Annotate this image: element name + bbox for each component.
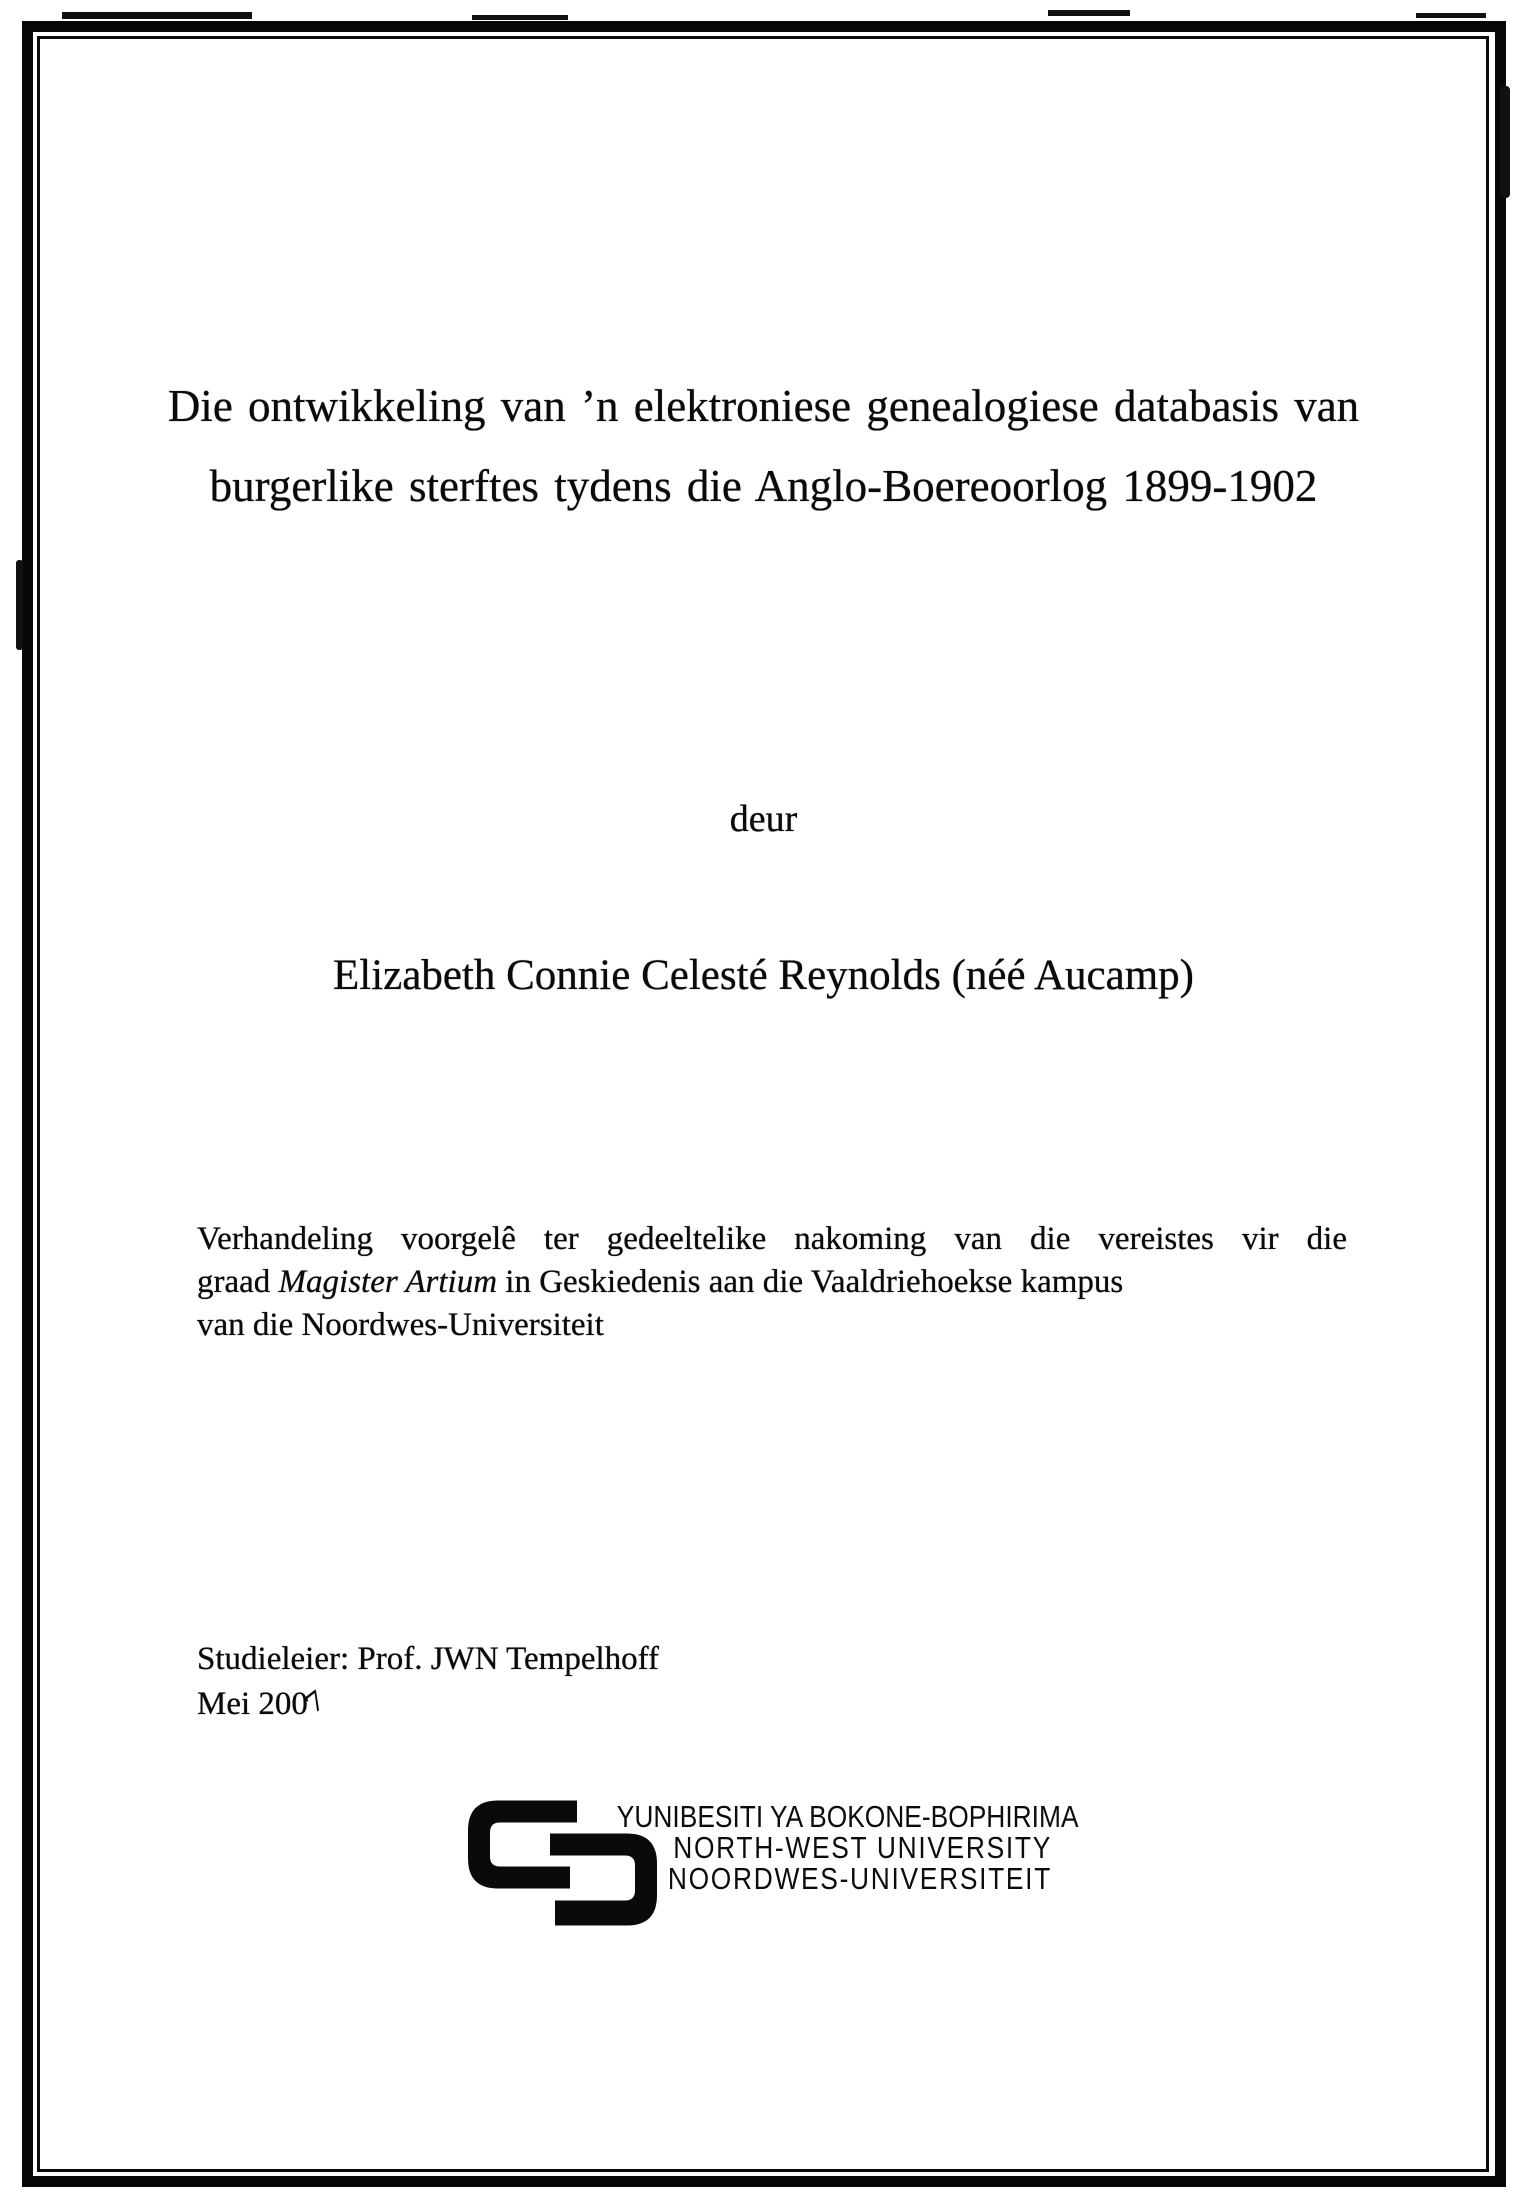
university-logo-text — [616, 1799, 1079, 1896]
supervisor-block — [197, 1637, 1097, 1727]
degree-statement-line-2-suffix: in Geskiedenis aan die Vaaldriehoekse kampus — [497, 1264, 1124, 1300]
degree-name-italic: Magister Artium — [278, 1264, 498, 1300]
scan-artifact — [1416, 13, 1486, 18]
logo-line-english: NORTH-WEST UNIVERSITY — [673, 1830, 1052, 1865]
logo-line-setswana: YUNIBESITI YA BOKONE-BOPHIRIMA — [616, 1799, 1079, 1834]
thesis-title — [110, 366, 1417, 526]
scan-artifact — [1048, 10, 1130, 16]
degree-statement — [197, 1218, 1347, 1347]
author-name: Elizabeth Connie Celesté Reynolds (néé Aucamp) — [333, 952, 1194, 999]
date-line — [197, 1682, 1097, 1727]
scan-artifact — [16, 560, 23, 650]
degree-statement-line-3: van die Noordwes-Universiteit — [197, 1307, 604, 1343]
thesis-title-line-2: burgerlike sterftes tydens die Anglo-Boereoorlog 1899-1902 — [209, 461, 1318, 511]
degree-statement-line-2 — [197, 1261, 1347, 1304]
supervisor-line: Studieleier: Prof. JWN Tempelhoff — [197, 1641, 660, 1677]
scan-artifact — [62, 12, 252, 19]
date-digit: 7 — [299, 1684, 332, 1720]
thesis-title-line-1: Die ontwikkeling van ’n elektroniese genealogiese databasis van — [167, 381, 1360, 431]
degree-statement-line-2-prefix: graad — [197, 1264, 279, 1300]
date-prefix: Mei 200 — [197, 1686, 308, 1722]
logo-line-afrikaans: NOORDWES-UNIVERSITEIT — [667, 1861, 1052, 1896]
scan-artifact — [1500, 86, 1510, 198]
scan-artifact — [472, 15, 568, 20]
byline-preposition: deur — [729, 798, 798, 840]
degree-statement-line-1: Verhandeling voorgelê ter gedeeltelike nakoming van die vereistes vir die — [197, 1221, 1347, 1257]
